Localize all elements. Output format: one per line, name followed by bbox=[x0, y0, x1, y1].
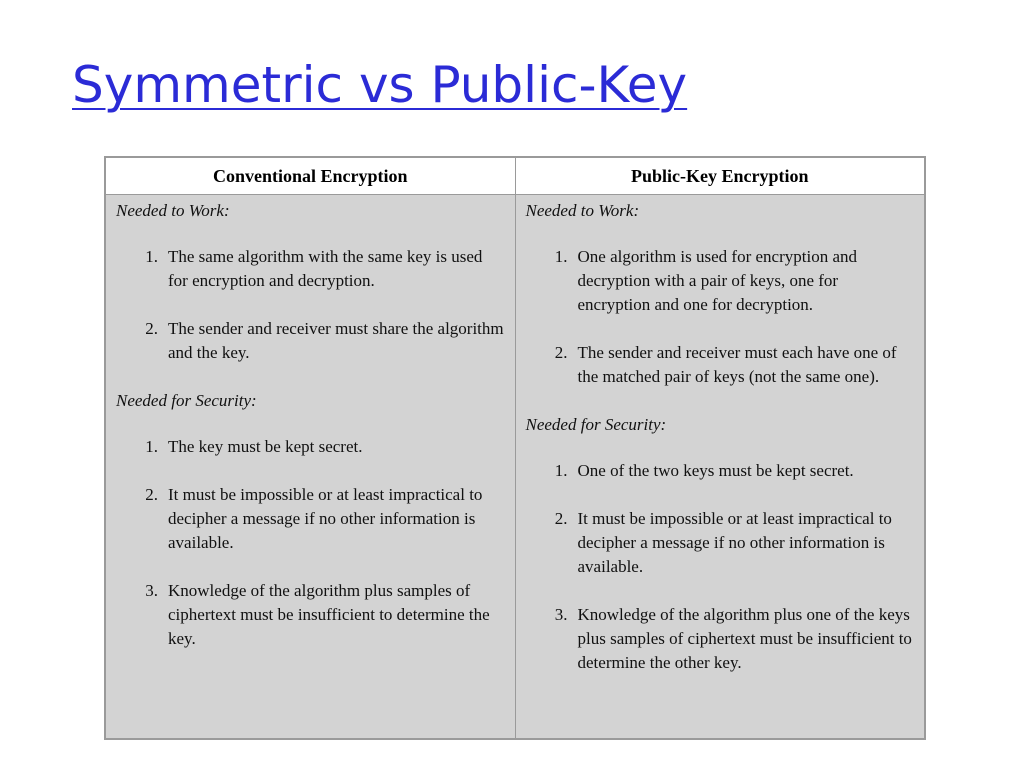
item-text: The same algorithm with the same key is used for encryption and decryption. bbox=[168, 247, 483, 290]
header-conventional-encryption: Conventional Encryption bbox=[106, 158, 516, 194]
needed-to-work-list bbox=[116, 245, 505, 365]
item-number: 2. bbox=[554, 343, 568, 362]
needed-for-security-list bbox=[116, 435, 505, 651]
list-item bbox=[116, 579, 505, 651]
list-item bbox=[526, 603, 915, 675]
item-text: It must be impossible or at least impractical to decipher a message if no other information is available. bbox=[577, 509, 892, 576]
conventional-column bbox=[106, 195, 516, 738]
comparison-table bbox=[104, 156, 926, 740]
item-text: Knowledge of the algorithm plus one of the keys plus samples of ciphertext must be insufficient to determine the other key. bbox=[577, 605, 912, 672]
item-number: 3. bbox=[145, 581, 158, 600]
list-item bbox=[116, 483, 505, 555]
header-public-key-encryption: Public-Key Encryption bbox=[630, 165, 809, 186]
item-text: The key must be kept secret. bbox=[168, 437, 363, 456]
item-number: 1. bbox=[145, 247, 158, 266]
needed-to-work-list bbox=[526, 245, 915, 389]
item-number: 2. bbox=[554, 509, 568, 528]
item-number: 2. bbox=[145, 485, 158, 504]
public-key-column bbox=[516, 195, 925, 738]
item-text: The sender and receiver must each have one of the matched pair of keys (not the same one). bbox=[577, 343, 897, 386]
item-number: 3. bbox=[554, 605, 568, 624]
table-header-row bbox=[106, 158, 924, 195]
slide-title: Symmetric vs Public-Key bbox=[72, 56, 688, 114]
item-text: It must be impossible or at least impractical to decipher a message if no other information is available. bbox=[168, 485, 483, 552]
list-item bbox=[116, 435, 505, 459]
section-label-needed-to-work: Needed to Work: bbox=[116, 201, 230, 220]
item-number: 2. bbox=[145, 319, 158, 338]
section-label-needed-to-work: Needed to Work: bbox=[525, 201, 640, 220]
item-number: 1. bbox=[145, 437, 158, 456]
needed-for-security-list bbox=[526, 459, 915, 675]
item-text: One algorithm is used for encryption and decryption with a pair of keys, one for encryption and one for decryption. bbox=[577, 247, 857, 314]
list-item bbox=[526, 507, 915, 579]
item-text: The sender and receiver must share the algorithm and the key. bbox=[168, 319, 504, 362]
item-number: 1. bbox=[554, 461, 568, 480]
section-label-needed-for-security: Needed for Security: bbox=[116, 391, 257, 410]
list-item bbox=[526, 341, 915, 389]
list-item bbox=[526, 245, 915, 317]
item-text: Knowledge of the algorithm plus samples of ciphertext must be insufficient to determine the key. bbox=[168, 581, 490, 648]
section-label-needed-for-security: Needed for Security: bbox=[525, 415, 667, 434]
list-item bbox=[116, 245, 505, 293]
list-item bbox=[116, 317, 505, 365]
table-body-row bbox=[106, 195, 924, 738]
item-number: 1. bbox=[554, 247, 568, 266]
item-text: One of the two keys must be kept secret. bbox=[577, 461, 854, 480]
list-item bbox=[526, 459, 915, 483]
